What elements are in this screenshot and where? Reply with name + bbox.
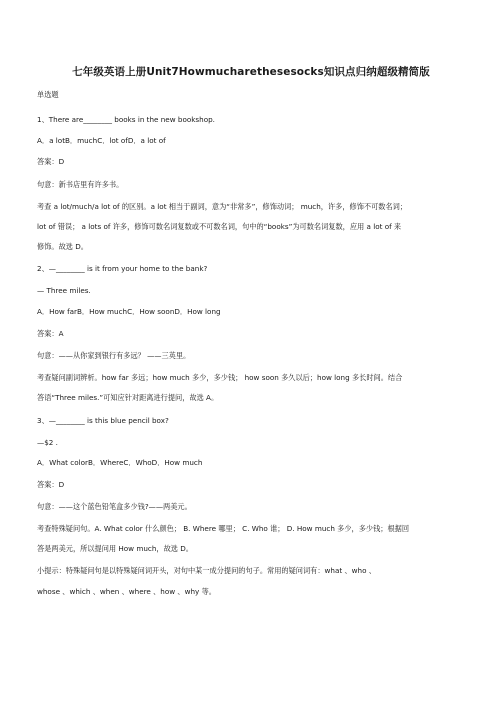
question-2-reply: — Three miles. (37, 286, 91, 295)
question-3-tip: 小提示：特殊疑问句是以特殊疑问词开头，对句中某一成分提问的句子。常用的疑问词有：what 、who 、 (37, 566, 376, 575)
question-3-analysis: 答是两美元，所以提问用 How much，故选 D。 (37, 544, 193, 553)
question-1-options: A．a lotB．muchC．lot ofD．a lot of (37, 136, 166, 145)
question-2-answer: 答案：A (37, 329, 64, 338)
page-title: 七年级英语上册Unit7Howmucharethesesocks知识点归纳超级精简版 (72, 66, 430, 78)
question-2-options: A．How farB．How muchC．How soonD．How long (37, 307, 221, 316)
question-1-answer: 答案：D (37, 157, 65, 166)
question-3-tip: whose 、which 、when 、where 、how 、why 等。 (37, 587, 216, 596)
question-1-analysis: lot of 错误； a lots of 许多，修饰可数名词复数或不可数名词，句中的“books”为可数名词复数，应用 a lot of 来 (37, 222, 402, 231)
question-3-answer: 答案：D (37, 480, 65, 489)
question-1-stem: 1、There are________ books in the new bookshop. (37, 115, 215, 124)
question-3-translation: 句意：——这个蓝色铅笔盒多少钱?——两美元。 (37, 502, 192, 511)
section-heading: 单选题 (37, 90, 59, 99)
question-2-analysis: 答语“Three miles.”可知应针对距离进行提问，故选 A。 (37, 393, 219, 402)
question-1-analysis: 修饰。故选 D。 (37, 242, 88, 251)
question-3-reply: —$2 . (37, 438, 58, 447)
question-1-translation: 句意：新书店里有许多书。 (37, 180, 124, 189)
question-3-options: A．What colorB．WhereC．WhoD．How much (37, 458, 203, 467)
question-2-analysis: 考查疑问副词辨析。how far 多远；how much 多少，多少钱； how soon 多久以后；how long 多长时间。结合 (37, 373, 403, 382)
question-3-analysis: 考查特殊疑问句。A. What color 什么颜色； B. Where 哪里； C. Who 谁； D. How much 多少，多少钱；根据回 (37, 524, 410, 533)
question-2-translation: 句意：——从你家到银行有多远？ ——三英里。 (37, 351, 191, 360)
question-1-analysis: 考查 a lot/much/a lot of 的区别。a lot 相当于副词，意为“非常多”，修饰动词； much，许多，修饰不可数名词； (37, 202, 408, 211)
question-3-stem: 3、—________ is this blue pencil box? (37, 416, 169, 425)
question-2-stem: 2、—________ is it from your home to the bank? (37, 264, 208, 273)
